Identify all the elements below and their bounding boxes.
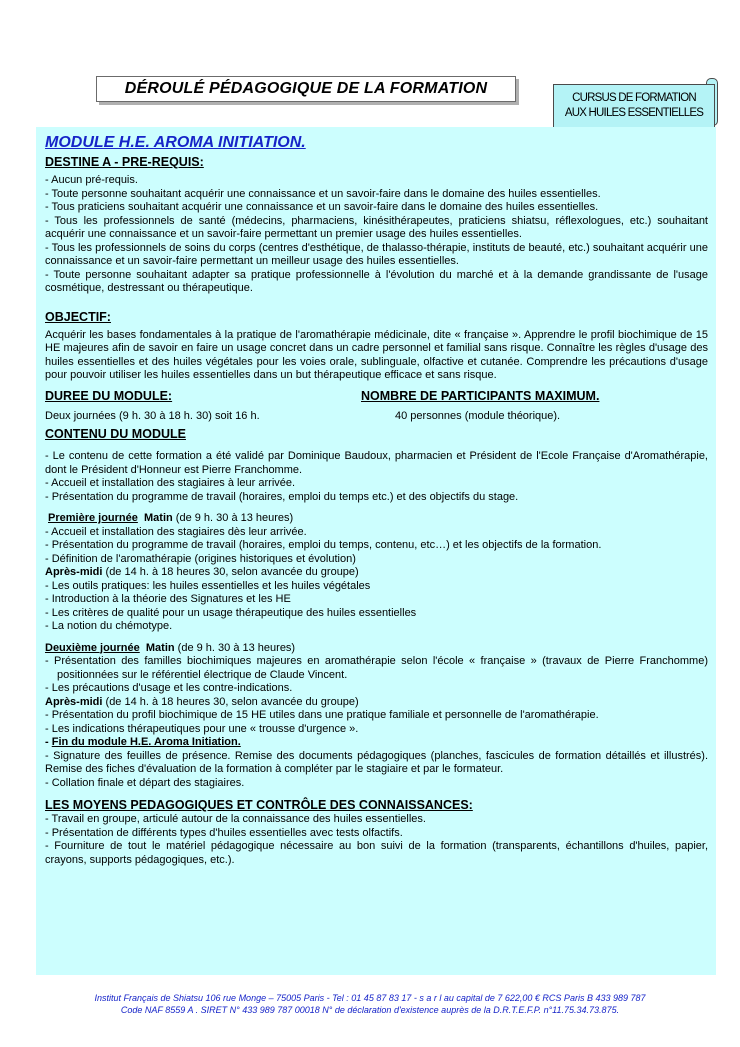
content-panel [36, 127, 716, 975]
contenu-intro [45, 450, 708, 504]
list-item: - Le contenu de cette formation a été validé par Dominique Baudoux, pharmacien et Président de l'Ecole Française d'Aromathérapie, dont le Président d'Honneur est Pierre Franchomme. [45, 450, 708, 476]
destine-list [45, 174, 708, 296]
day1-heading [45, 512, 708, 526]
list-item: - Présentation des familles biochimiques majeures en aromathérapie selon l'école « française » (travaux de Pierre Franchomme) positionnées sur le référentiel électrique de Claude Vincent. [45, 655, 708, 681]
day2-aprem-label: Après-midi [45, 695, 103, 708]
list-item: - Toute personne souhaitant acquérir une connaissance et un savoir-faire dans le domaine des huiles essentielles. [45, 187, 601, 200]
day1-label: Première journée [48, 512, 138, 524]
list-item: - Fourniture de tout le matériel pédagogique nécessaire au bon suivi de la formation (transparents, échantillons d'huiles, papier, crayons, supports pédagogiques, etc.). [45, 840, 708, 866]
list-item: - Présentation du profil biochimique de 15 HE utiles dans une pratique familiale et personnelle de l'aromathérapie. [45, 709, 599, 721]
list-item: - Travail en groupe, articulé autour de la connaissance des huiles essentielles. [45, 813, 426, 825]
duree-participants-row [45, 389, 708, 424]
objectif-heading: OBJECTIF: [45, 309, 111, 324]
day2-matin-label: Matin [145, 641, 175, 654]
day1-aprem-label: Après-midi [45, 566, 103, 578]
list-item: - Les indications thérapeutiques pour une « trousse d'urgence ». [45, 722, 359, 735]
list-item: - Présentation de différents types d'huiles essentielles avec tests olfactifs. [45, 826, 403, 839]
list-item: - Signature des feuilles de présence. Remise des documents pédagogiques (planches, fascicules de formation détaillés et illustrés). Remise des fiches d'évaluation de la formation à compléter par le stagiaire et par le formateur. [45, 749, 708, 775]
fin-prefix: - [45, 736, 52, 748]
footer-line-2: Code NAF 8559 A . SIRET N° 433 989 787 00018 N° de déclaration d'existence auprès de la D.R.T.E.F.P. n°11.75.34.73.875. [120, 1005, 620, 1015]
moyens-list [45, 813, 708, 867]
day2-aprem-time: (de 14 h. à 18 heures 30, selon avancée du groupe) [102, 695, 359, 708]
moyens-heading: LES MOYENS PEDAGOGIQUES ET CONTRÔLE DES CONNAISSANCES: [45, 798, 473, 812]
list-item: - Tous praticiens souhaitant acquérir une connaissance et un savoir-faire dans le domaine des huiles essentielles. [45, 201, 599, 213]
day2-block [45, 642, 708, 791]
module-title: MODULE H.E. AROMA INITIATION. [45, 134, 306, 151]
day1-matin-time: (de 9 h. 30 à 13 heures) [172, 512, 294, 524]
page-title: DÉROULÉ PÉDAGOGIQUE DE LA FORMATION [124, 80, 488, 97]
duree-heading: DUREE DU MODULE: [45, 388, 173, 403]
day1-aprem-heading [45, 566, 708, 580]
page-footer [0, 992, 740, 1016]
day2-heading [45, 642, 708, 656]
module-content [45, 134, 708, 867]
fin-module-line [45, 736, 708, 750]
list-item: - Définition de l'aromathérapie (origines historiques et évolution) [45, 552, 356, 565]
day2-label: Deuxième journée [45, 641, 140, 654]
list-item: - Tous les professionnels de santé (médecins, pharmaciens, kinésithérapeutes, praticiens shiatsu, réflexologues, etc.) souhaitant acquérir une connaissance et un savoir-faire permettant un premier usage des huiles essentielles. [45, 214, 708, 240]
list-item: - Les outils pratiques: les huiles essentielles et les huiles végétales [45, 579, 371, 592]
list-item: - Accueil et installation des stagiaires dès leur arrivée. [45, 525, 307, 538]
participants-text: 40 personnes (module théorique). [395, 409, 561, 422]
list-item: - Toute personne souhaitant adapter sa pratique professionnelle à l'évolution du marché et à la demande grandissante de l'usage cosmétique, destressant ou thérapeutique. [45, 268, 708, 294]
list-item: - Présentation du programme de travail (horaires, emploi du temps etc.) et des objectifs du stage. [45, 490, 519, 503]
list-item: - Introduction à la théorie des Signatures et les HE [45, 593, 291, 605]
list-item: - Les critères de qualité pour un usage thérapeutique des huiles essentielles [45, 606, 417, 619]
list-item: - Aucun pré-requis. [45, 174, 138, 186]
banner-body [553, 84, 715, 128]
list-item: - Collation finale et départ des stagiaires. [45, 776, 245, 789]
list-item: - Accueil et installation des stagiaires à leur arrivée. [45, 477, 296, 489]
list-item: - Les précautions d'usage et les contre-indications. [45, 682, 293, 694]
participants-heading: NOMBRE DE PARTICIPANTS MAXIMUM. [361, 388, 600, 403]
page-title-box [96, 76, 516, 102]
day1-matin-label: Matin [144, 512, 173, 524]
fin-module-label: Fin du module H.E. Aroma Initiation. [51, 736, 241, 748]
duree-text: Deux journées (9 h. 30 à 18 h. 30) soit 16 h. [45, 409, 260, 422]
day2-matin-time: (de 9 h. 30 à 13 heures) [174, 641, 296, 654]
list-item: - Tous les professionnels de soins du corps (centres d'esthétique, de thalasso-thérapie, instituts de beauté, etc.) souhaitant acquérir une connaissance et un savoir-faire permettant un meilleur usage des huiles essentielles. [45, 241, 708, 267]
day1-aprem-time: (de 14 h. à 18 heures 30, selon avancée du groupe) [102, 566, 359, 578]
list-item: - Présentation du programme de travail (horaires, emploi du temps, contenu, etc…) et les objectifs de la formation. [45, 539, 602, 551]
destine-heading: DESTINE A - PRE-REQUIS: [45, 155, 204, 169]
day2-aprem-heading [45, 696, 708, 710]
objectif-text: Acquérir les bases fondamentales à la pratique de l'aromathérapie médicinale, dite « française ». Apprendre le profil biochimique de 15 HE majeures afin de savoir en faire un usage concret dans un cadre personnel et familial sans risque. Connaître les règles d'usage des huiles essentielles et des huiles végétales pour les voies orale, sublinguale, olfactive et cutanée. Comprendre les précautions d'usage pour pouvoir utiliser les huiles essentielles dans un but thérapeutique efficace et sans risque. [45, 328, 708, 381]
banner-line-2: AUX HUILES ESSENTIELLES [564, 107, 704, 119]
contenu-heading: CONTENU DU MODULE [45, 427, 186, 441]
day1-block [45, 512, 708, 634]
footer-line-1: Institut Français de Shiatsu 106 rue Monge – 75005 Paris - Tel : 01 45 87 83 17 - s a r l au capital de 7 622,00 € RCS Paris B 433 989 787 [94, 993, 646, 1003]
list-item: - La notion du chémotype. [45, 620, 173, 632]
cursus-banner [553, 78, 719, 126]
banner-line-1: CURSUS DE FORMATION [572, 92, 696, 104]
